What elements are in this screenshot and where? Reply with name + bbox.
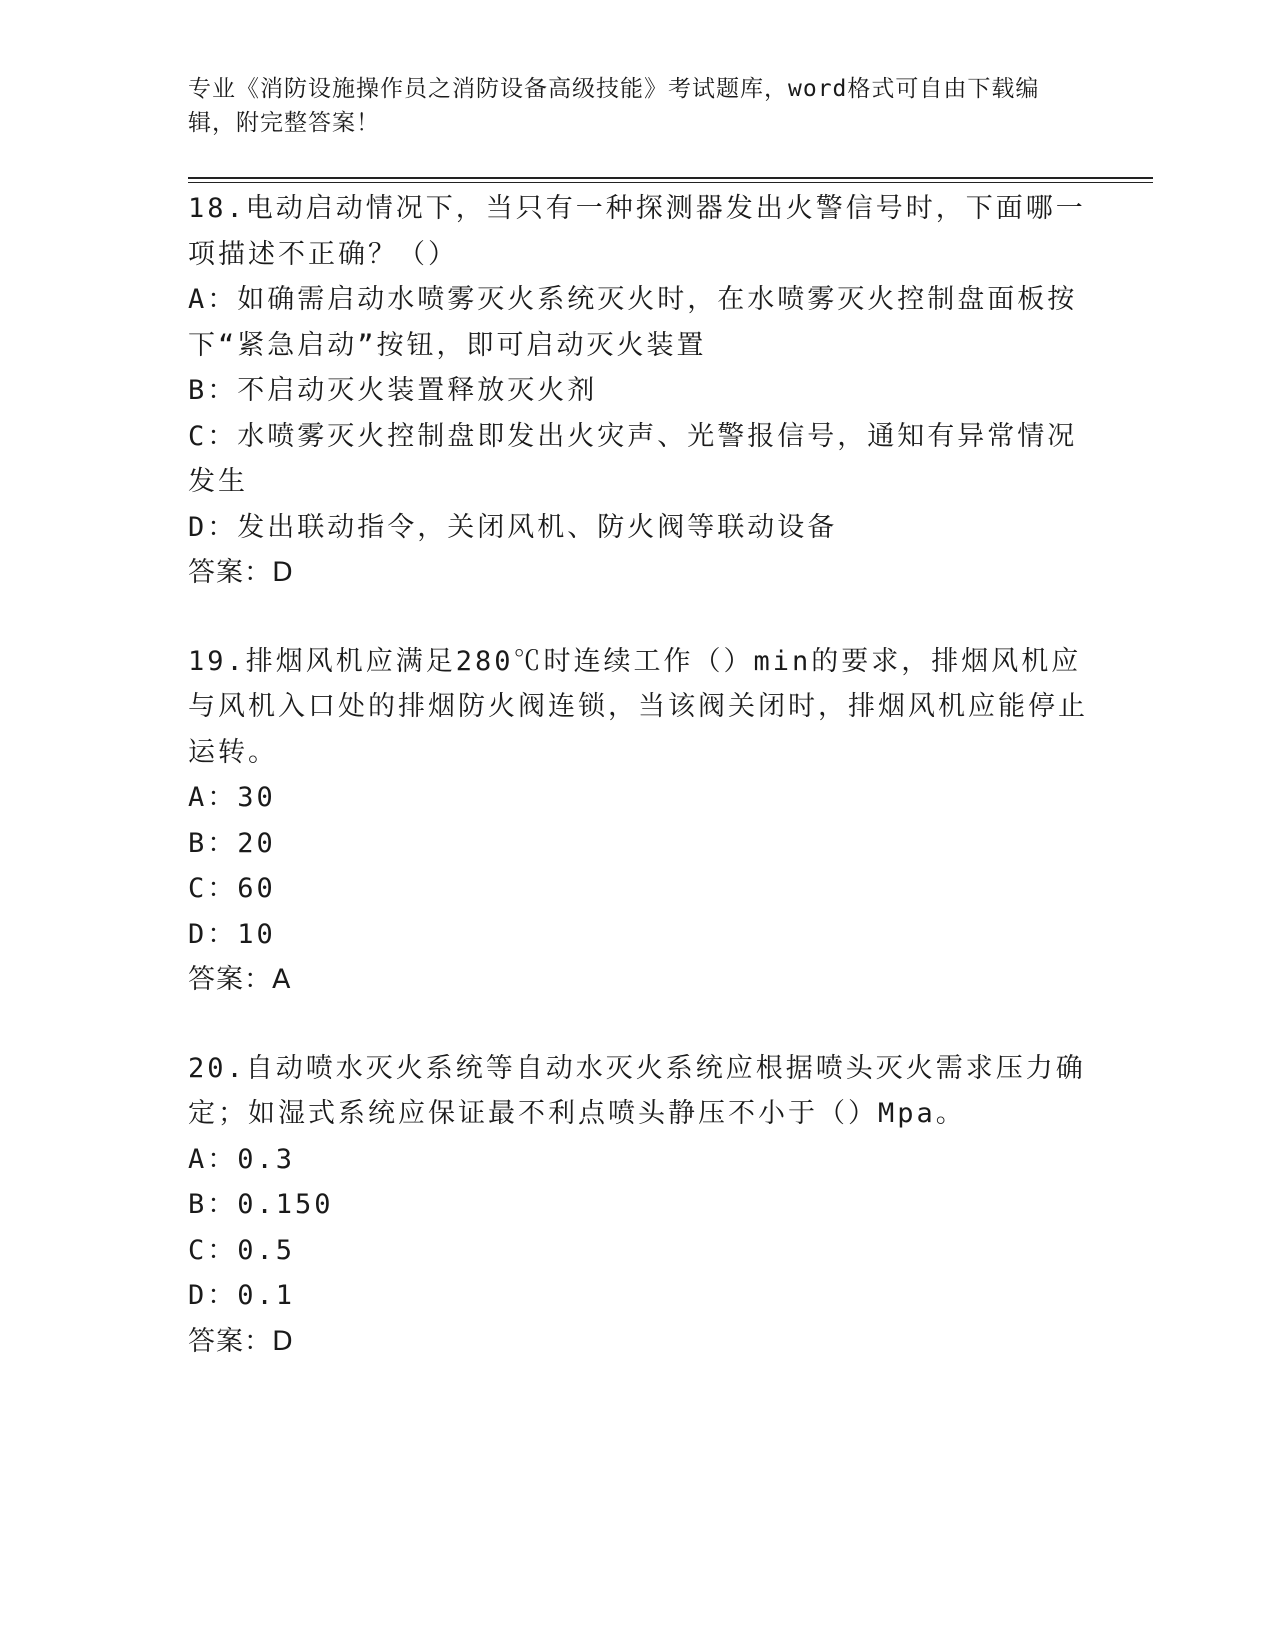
answer-line: 答案：D	[188, 1325, 294, 1357]
option-a: A：0.3	[188, 1143, 296, 1175]
option-b: B：不启动灭火装置释放灭火剂	[188, 375, 598, 406]
option-d: D：发出联动指令，关闭风机、防火阀等联动设备	[188, 511, 838, 543]
question-18	[188, 186, 1088, 596]
question-list	[188, 186, 1088, 1407]
answer-line: 答案：A	[188, 964, 292, 995]
question-20	[188, 1046, 1088, 1365]
option-d: D：0.1	[188, 1280, 296, 1311]
header-divider-thick	[188, 177, 1153, 179]
document-header: 专业《消防设施操作员之消防设备高级技能》考试题库，word格式可自由下载编辑，附完整答案！	[188, 76, 1040, 136]
option-a: A：如确需启动水喷雾灭火系统灭火时，在水喷雾灭火控制盘面板按下“紧急启动”按钮，即可启动灭火装置	[188, 284, 1078, 361]
option-c: C：水喷雾灭火控制盘即发出火灾声、光警报信号，通知有异常情况发生	[188, 420, 1078, 497]
option-d: D：10	[188, 918, 276, 950]
option-a: A：30	[188, 782, 276, 813]
answer-line: 答案：D	[188, 557, 294, 588]
option-b: B：20	[188, 827, 276, 859]
question-stem: 18.电动启动情况下，当只有一种探测器发出火警信号时，下面哪一项描述不正确？（）	[188, 193, 1086, 270]
option-c: C：60	[188, 873, 276, 904]
header-divider-thin	[188, 182, 1153, 183]
question-stem: 19.排烟风机应满足280℃时连续工作（）min的要求，排烟风机应与风机入口处的排烟防火阀连锁，当该阀关闭时，排烟风机应能停止运转。	[188, 645, 1088, 768]
question-19	[188, 639, 1088, 1003]
option-c: C：0.5	[188, 1234, 296, 1266]
question-stem: 20.自动喷水灭火系统等自动水灭火系统应根据喷头灭火需求压力确定；如湿式系统应保证最不利点喷头静压不小于（）Mpa。	[188, 1052, 1086, 1129]
option-b: B：0.150	[188, 1189, 334, 1220]
